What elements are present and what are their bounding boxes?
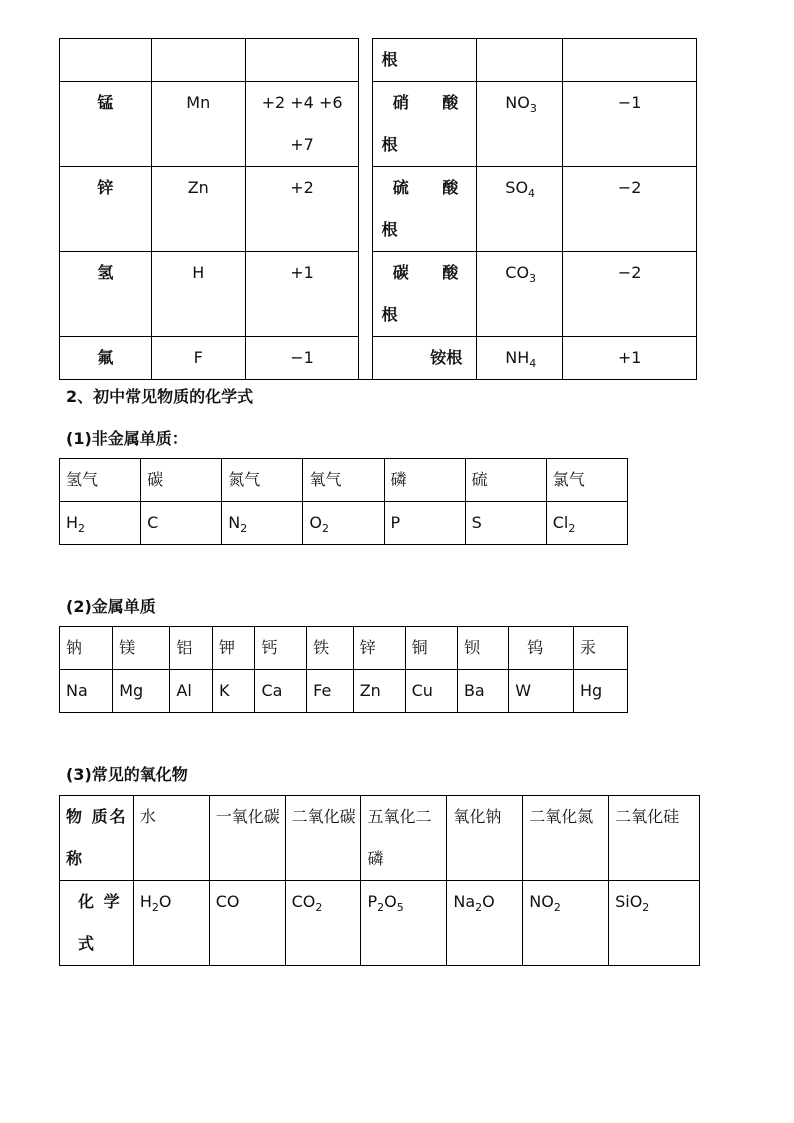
oxide-name: 二氧化碳	[285, 796, 361, 881]
metal-name: 钡	[457, 627, 508, 670]
radical-valence: −2	[563, 252, 697, 337]
metal-name: 钠	[60, 627, 113, 670]
metal-name: 钨	[509, 627, 574, 670]
element-symbol: Mn	[151, 82, 245, 167]
table-gap	[359, 252, 373, 337]
oxide-formula: CO	[209, 881, 285, 966]
element-symbol: F	[151, 337, 245, 380]
radical-valence: −2	[563, 167, 697, 252]
metal-formula: Zn	[353, 670, 405, 713]
radical-name: 根	[373, 39, 477, 82]
metal-name: 铁	[307, 627, 354, 670]
nonmetal-formula: $N_2$	[222, 502, 303, 545]
metal-name: 铜	[405, 627, 457, 670]
oxide-name: 二氧化氮	[523, 796, 609, 881]
element-symbol: Zn	[151, 167, 245, 252]
oxide-formula: $NO_2$	[523, 881, 609, 966]
table-cell	[245, 39, 359, 82]
element-name: 氟	[60, 337, 152, 380]
table-gap	[359, 39, 373, 82]
radical-formula: $NH_4$	[477, 337, 563, 380]
metal-name: 汞	[573, 627, 627, 670]
nonmetal-formula: $O_2$	[303, 502, 384, 545]
table-row	[60, 670, 628, 713]
metal-formula: Ca	[255, 670, 307, 713]
nonmetal-table	[59, 458, 628, 545]
oxide-name: 一氧化碳	[209, 796, 285, 881]
table-row	[60, 82, 697, 167]
table-row	[60, 459, 628, 502]
oxide-table	[59, 795, 700, 966]
table-cell	[60, 39, 152, 82]
nonmetal-name: 氯气	[546, 459, 627, 502]
table-row	[60, 252, 697, 337]
oxide-name: 五氧化二磷	[361, 796, 447, 881]
valence-line-1: +2 +4 +6	[261, 93, 343, 112]
nonmetal-formula: S	[465, 502, 546, 545]
element-valence	[245, 82, 359, 167]
nonmetal-formula: P	[384, 502, 465, 545]
radical-name	[373, 82, 477, 167]
table-cell	[477, 39, 563, 82]
oxide-formula: $CO_2$	[285, 881, 361, 966]
metal-formula: Ba	[457, 670, 508, 713]
radical-name	[373, 167, 477, 252]
metal-formula: K	[212, 670, 255, 713]
metal-name: 铝	[170, 627, 213, 670]
element-name: 锌	[60, 167, 152, 252]
valence-line-2: +7	[290, 135, 314, 154]
radical-name-bottom: 根	[381, 305, 398, 324]
oxide-title: (3)常见的氧化物	[66, 765, 188, 784]
element-valence: +1	[245, 252, 359, 337]
metal-name: 钾	[212, 627, 255, 670]
radical-formula: $CO_3$	[477, 252, 563, 337]
oxide-name: 水	[133, 796, 209, 881]
table-row	[60, 337, 697, 380]
nonmetal-name: 磷	[384, 459, 465, 502]
metal-name: 钙	[255, 627, 307, 670]
element-valence: −1	[245, 337, 359, 380]
nonmetal-name: 碳	[141, 459, 222, 502]
table-row	[60, 881, 700, 966]
element-valence: +2	[245, 167, 359, 252]
radical-valence: −1	[563, 82, 697, 167]
radical-valence: +1	[563, 337, 697, 380]
table-cell	[151, 39, 245, 82]
oxide-formula: $H_2O$	[133, 881, 209, 966]
radical-name-bottom: 根	[381, 220, 398, 239]
element-symbol: H	[151, 252, 245, 337]
oxide-name: 氧化钠	[447, 796, 523, 881]
radical-name-top: 硝 酸	[392, 93, 473, 112]
radical-name-top: 碳 酸	[392, 263, 473, 282]
nonmetal-name: 氧气	[303, 459, 384, 502]
table-gap	[359, 82, 373, 167]
table-row	[60, 39, 697, 82]
oxide-header-name: 物 质名称	[60, 796, 134, 881]
metal-title: (2)金属单质	[66, 597, 156, 616]
table-gap	[359, 167, 373, 252]
nonmetal-name: 氮气	[222, 459, 303, 502]
table-gap	[359, 337, 373, 380]
metal-table	[59, 626, 628, 713]
metal-formula: Cu	[405, 670, 457, 713]
table-cell	[563, 39, 697, 82]
table-row	[60, 167, 697, 252]
radical-formula: $NO_3$	[477, 82, 563, 167]
radical-name: 铵根	[373, 337, 477, 380]
metal-formula: Na	[60, 670, 113, 713]
nonmetal-title: (1)非金属单质：	[66, 429, 188, 448]
oxide-formula: SiO$_2$	[609, 881, 700, 966]
nonmetal-formula: C	[141, 502, 222, 545]
table-row	[60, 796, 700, 881]
metal-name: 锌	[353, 627, 405, 670]
metal-formula: Mg	[113, 670, 170, 713]
element-name: 锰	[60, 82, 152, 167]
metal-formula: Hg	[573, 670, 627, 713]
nonmetal-formula: $Cl_2$	[546, 502, 627, 545]
radical-name-top: 硫 酸	[392, 178, 473, 197]
metal-formula: W	[509, 670, 574, 713]
nonmetal-name: 硫	[465, 459, 546, 502]
metal-formula: Al	[170, 670, 213, 713]
metal-name: 镁	[113, 627, 170, 670]
oxide-header-formula: 化 学式	[60, 881, 134, 966]
radical-formula: $SO_4$	[477, 167, 563, 252]
valence-table	[59, 38, 697, 380]
nonmetal-name: 氢气	[60, 459, 141, 502]
table-row	[60, 627, 628, 670]
oxide-formula: $Na_2O$	[447, 881, 523, 966]
radical-name	[373, 252, 477, 337]
nonmetal-formula: $H_2$	[60, 502, 141, 545]
table-row	[60, 502, 628, 545]
oxide-name: 二氧化硅	[609, 796, 700, 881]
radical-name-bottom: 根	[381, 135, 398, 154]
element-name: 氢	[60, 252, 152, 337]
section-title: 2、初中常见物质的化学式	[66, 387, 254, 406]
metal-formula: Fe	[307, 670, 354, 713]
oxide-formula: $P_2O_5$	[361, 881, 447, 966]
